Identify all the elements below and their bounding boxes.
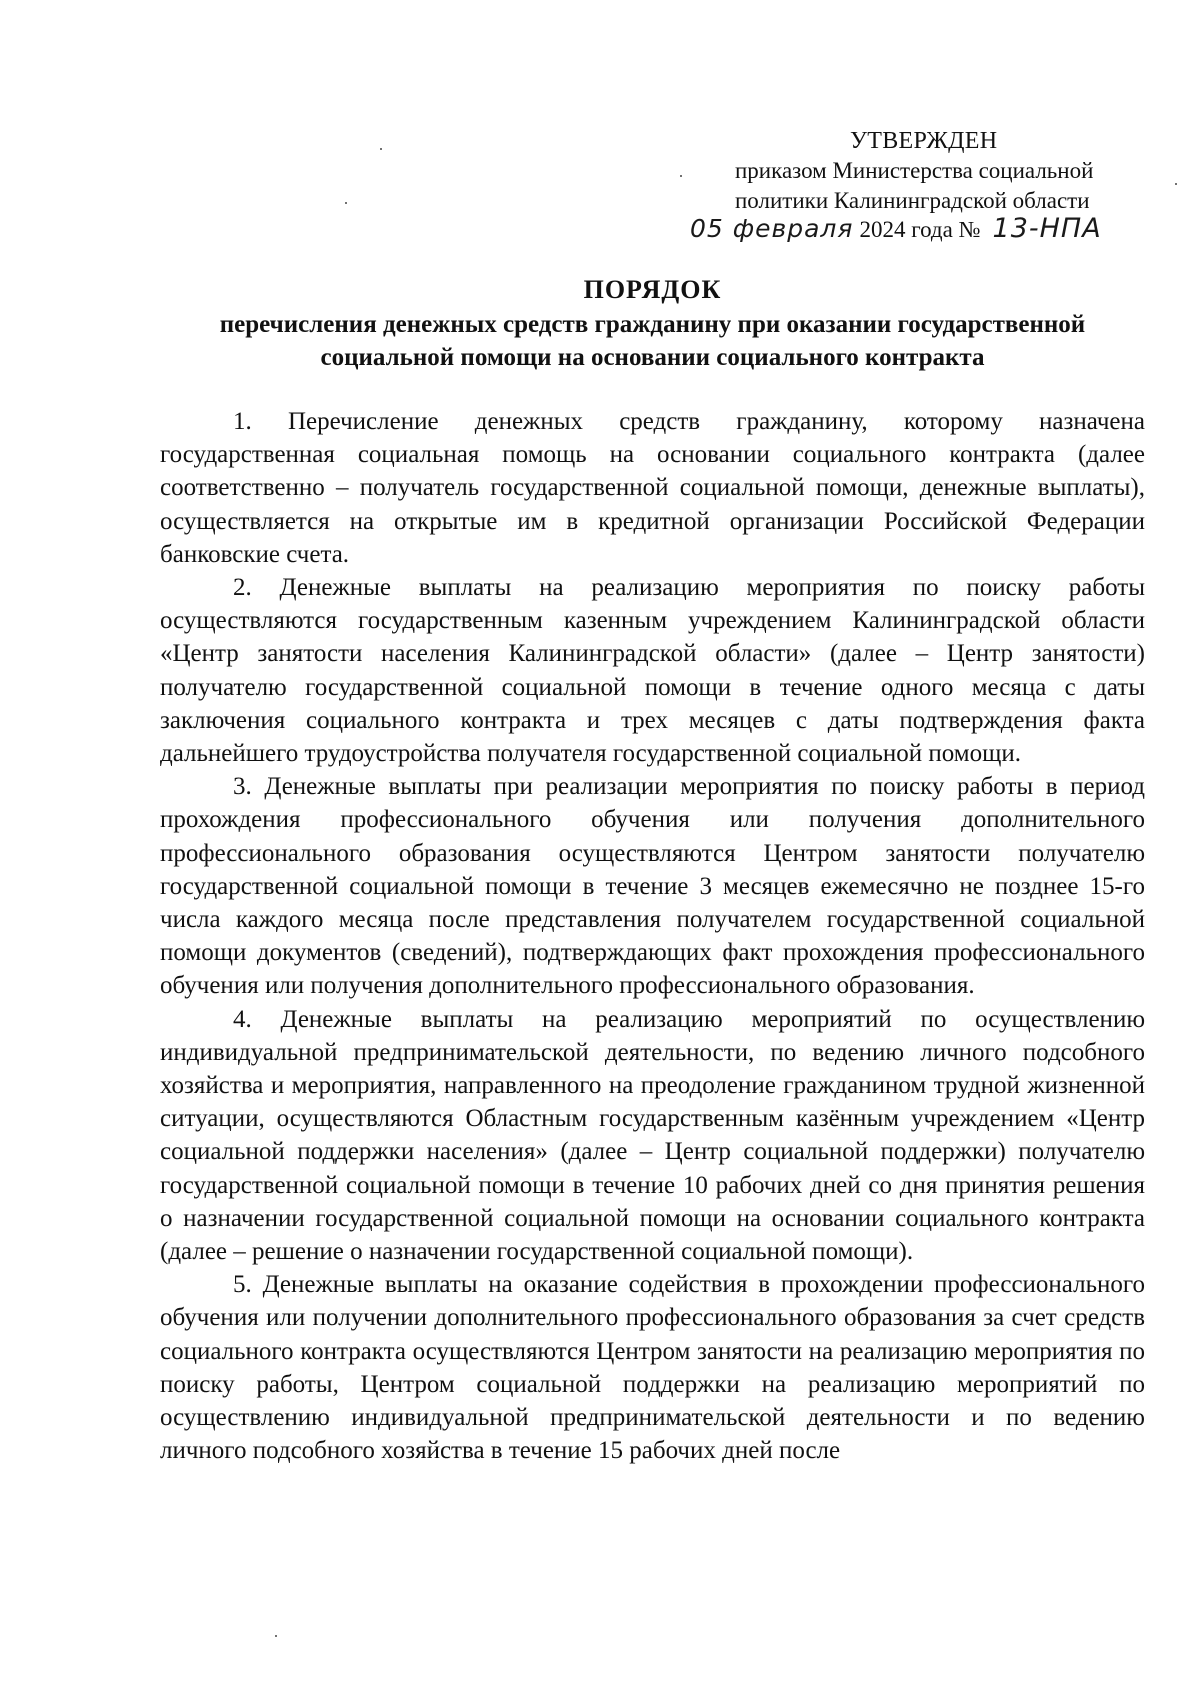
scan-speck	[1175, 183, 1177, 185]
document-title: ПОРЯДОК	[583, 275, 722, 304]
document-subtitle-line-2: социальной помощи на основании социального контракта	[320, 344, 985, 371]
paragraph-4: 4. Денежные выплаты на реализацию мероприятий по осуществлению индивидуальной предпринимательской деятельности, по ведению личного подсобного хозяйства и мероприятия, направленного на преодоление гражданином трудной жизненной ситуации, осуществляются Областным государственным казённым учреждением «Центр социальной поддержки населения» (далее – Центр социальной поддержки) получателю государственной социальной помощи в течение 10 рабочих дней со дня принятия решения о назначении государственной социальной помощи на основании социального контракта (далее – решение о назначении государственной социальной помощи).	[160, 1005, 1145, 1266]
paragraph-1: 1. Перечисление денежных средств гражданину, которому назначена государственная социальная помощь на основании социального контракта (далее соответственно – получатель государственной социальной помощи, денежные выплаты), осуществляется на открытые им в кредитной организации Российской Федерации банковские счета.	[160, 408, 1145, 568]
handwritten-date: 05 февраля	[690, 214, 854, 243]
approval-date-line	[690, 212, 1102, 247]
document-heading	[160, 273, 1145, 374]
paragraph-2: 2. Денежные выплаты на реализацию мероприятия по поиску работы осуществляются государственным казенным учреждением Калининградской области «Центр занятости населения Калининградской области» (далее – Центр занятости) получателю государственной социальной помощи в течение одного месяца с даты заключения социального контракта и трех месяцев с даты подтверждения факта дальнейшего трудоустройства получателя государственной социальной помощи.	[160, 574, 1145, 768]
approval-title: УТВЕРЖДЕН	[850, 128, 998, 154]
printed-year-number: 2024 года №	[859, 217, 981, 242]
approval-ministry-line: политики Калининградской области	[735, 188, 1090, 213]
scan-speck	[380, 148, 382, 150]
paragraph-5: 5. Денежные выплаты на оказание содействия в прохождении профессионального обучения или получении дополнительного профессионального образования за счет средств социального контракта осуществляются Центром занятости на реализацию мероприятия по поиску работы, Центром социальной поддержки на реализацию мероприятий по осуществлению индивидуальной предпринимательской деятельности и по ведению личного подсобного хозяйства в течение 15 рабочих дней после	[160, 1271, 1145, 1465]
scan-speck	[680, 175, 682, 177]
document-subtitle-line-1: перечисления денежных средств гражданину при оказании государственной	[219, 311, 1086, 338]
scan-speck	[345, 202, 347, 204]
paragraph-3: 3. Денежные выплаты при реализации мероприятия по поиску работы в период прохождения профессионального обучения или получения дополнительного профессионального образования осуществляются Центром занятости получателю государственной социальной помощи в течение 3 месяцев ежемесячно не позднее 15-го числа каждого месяца после представления получателем государственной социальной помощи документов (сведений), подтверждающих факт прохождения профессионального обучения или получения дополнительного профессионального образования.	[160, 773, 1145, 1000]
handwritten-order-number: 13-НПА	[992, 213, 1102, 244]
document-body	[160, 405, 1145, 1468]
approval-stamp-block	[735, 126, 1155, 216]
scan-speck	[275, 1635, 277, 1637]
approval-order-line: приказом Министерства социальной	[735, 158, 1094, 183]
